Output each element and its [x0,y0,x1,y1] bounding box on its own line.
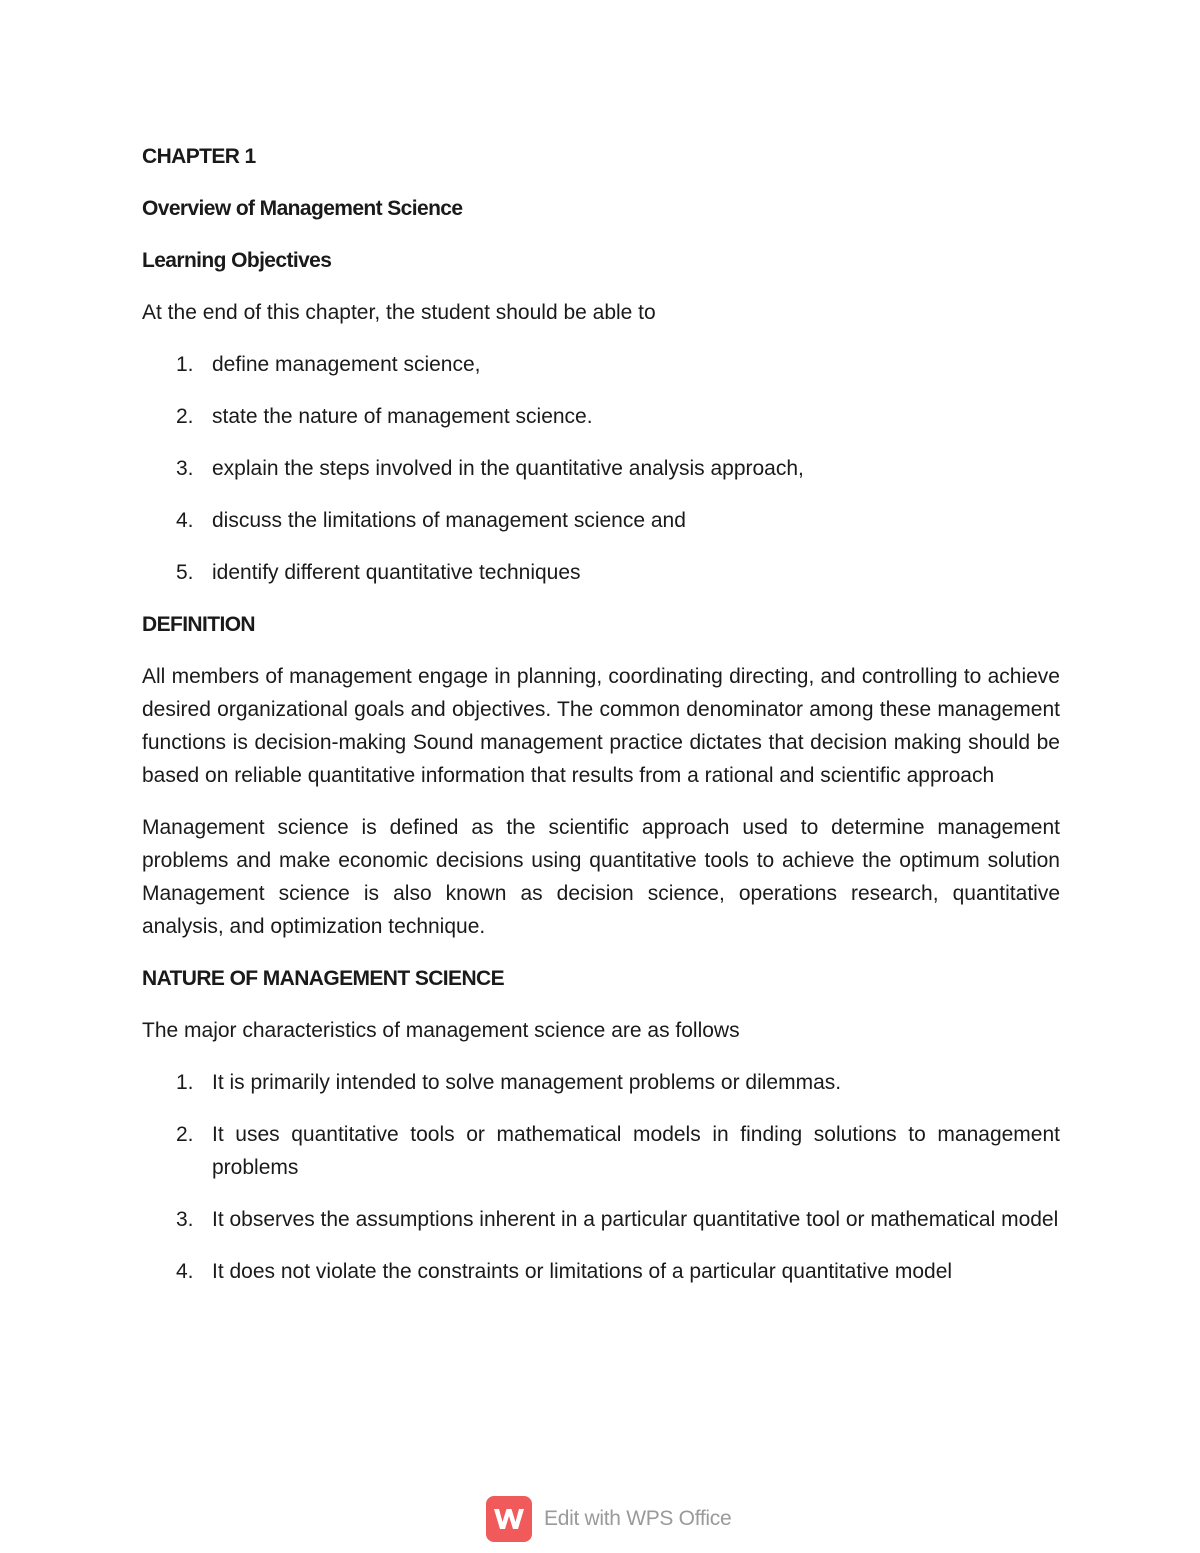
list-text: identify different quantitative techniques [212,561,581,584]
document-body [142,140,1060,1307]
objectives-list [142,348,1060,589]
list-item [142,1255,1060,1288]
list-item [142,400,1060,433]
list-number: 1. [176,1071,194,1094]
list-text: state the nature of management science. [212,405,593,428]
list-text: explain the steps involved in the quantitative analysis approach, [212,457,804,480]
list-item [142,1203,1060,1236]
list-item [142,452,1060,485]
list-item [142,1066,1060,1099]
list-text: It is primarily intended to solve management problems or dilemmas. [212,1071,842,1094]
list-number: 2. [176,405,194,428]
list-item [142,1118,1060,1184]
list-text: It observes the assumptions inherent in a particular quantitative tool or mathematical model [212,1208,1059,1231]
list-number: 3. [176,457,194,480]
list-number: 4. [176,1260,194,1283]
list-number: 2. [176,1123,194,1146]
definition-paragraph-2: Management science is defined as the scientific approach used to determine management problems and make economic decisions using quantitative tools to achieve the optimum solution Management science is also known as decision science, operations research, quantitative analysis, and optimization technique. [142,816,1060,938]
list-text: It does not violate the constraints or limitations of a particular quantitative model [212,1260,953,1283]
list-item [142,348,1060,381]
objectives-heading: Learning Objectives [142,249,332,272]
nature-intro: The major characteristics of management science are as follows [142,1019,740,1042]
characteristics-list [142,1066,1060,1288]
list-text: It uses quantitative tools or mathematical models in finding solutions to management problems [212,1123,1060,1179]
chapter-title: Overview of Management Science [142,197,463,220]
wps-logo-icon [486,1496,532,1542]
definition-paragraph-1: All members of management engage in planning, coordinating directing, and controlling to achieve desired organizational goals and objectives. The common denominator among these management functions is decision-making Sound management practice dictates that decision making should be based on reliable quantitative information that results from a rational and scientific approach [142,665,1060,787]
list-item [142,504,1060,537]
list-number: 3. [176,1208,194,1231]
list-item [142,556,1060,589]
list-text: define management science, [212,353,481,376]
wps-w-glyph-icon [492,1506,526,1532]
wps-footer-text: Edit with WPS Office [544,1507,732,1530]
chapter-label: CHAPTER 1 [142,145,256,168]
list-text: discuss the limitations of management science and [212,509,686,532]
nature-heading: NATURE OF MANAGEMENT SCIENCE [142,967,504,990]
wps-footer-link[interactable] [486,1496,731,1542]
list-number: 5. [176,561,194,584]
definition-heading: DEFINITION [142,613,255,636]
objectives-intro: At the end of this chapter, the student should be able to [142,301,656,324]
list-number: 1. [176,353,194,376]
list-number: 4. [176,509,194,532]
